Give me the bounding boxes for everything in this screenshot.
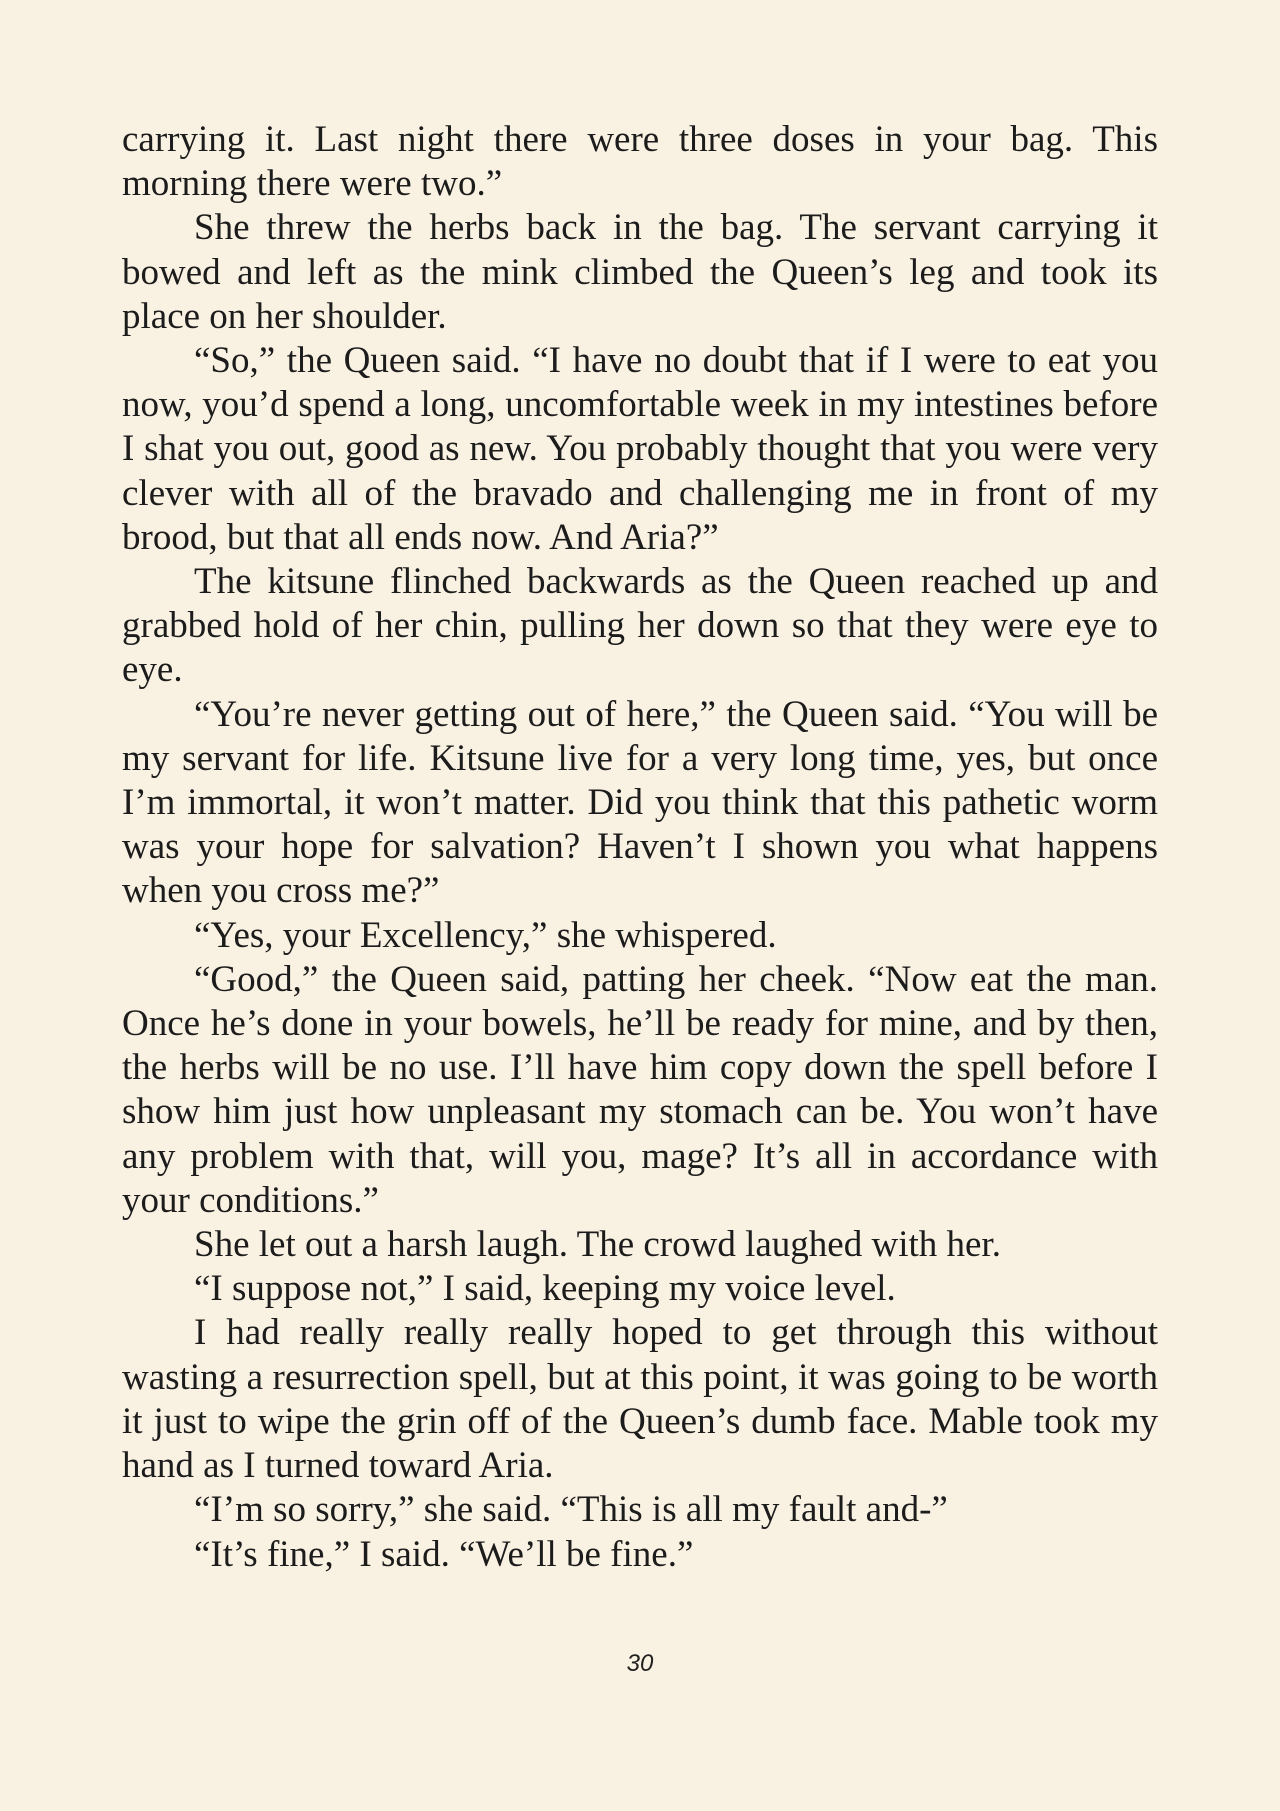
paragraph: carrying it. Last night there were three doses in your bag. This morning there were two.”: [122, 119, 1158, 205]
paragraph: “You’re never getting out of here,” the Queen said. “You will be my servant for life. Kitsune live for a very long time, yes, but once I’m immortal, it won’t matter. Did you think that this pathetic worm was your hope for salvation? Haven’t I shown you what happens when you cross me?”: [122, 693, 1158, 912]
paragraph: “I suppose not,” I said, keeping my voice level.: [194, 1268, 896, 1310]
page-body: [122, 118, 1158, 1577]
paragraph: “I’m so sorry,” she said. “This is all my fault and-”: [194, 1489, 948, 1531]
paragraph: “So,” the Queen said. “I have no doubt that if I were to eat you now, you’d spend a long, uncomfortable week in my intestines before I shat you out, good as new. You probably thought that you were very clever with all of the bravado and challenging me in front of my brood, but that all ends now. And Aria?”: [122, 340, 1158, 558]
paragraph: “Yes, your Excellency,” she whispered.: [194, 914, 777, 956]
paragraph: I had really really really hoped to get through this without wasting a resurrection spell, but at this point, it was going to be worth it just to wipe the grin off of the Queen’s dumb face. Mable took my hand as I turned toward Aria.: [122, 1312, 1158, 1487]
page-number: 30: [626, 1650, 654, 1677]
paragraph: “It’s fine,” I said. “We’ll be fine.”: [194, 1533, 694, 1575]
paragraph: The kitsune flinched backwards as the Queen reached up and grabbed hold of her chin, pulling her down so that they were eye to eye.: [122, 561, 1158, 691]
paragraph: “Good,” the Queen said, patting her cheek. “Now eat the man. Once he’s done in your bowels, he’ll be ready for mine, and by then, the herbs will be no use. I’ll have him copy down the spell before I show him just how unpleasant my stomach can be. You won’t have any problem with that, will you, mage? It’s all in accordance with your conditions.”: [122, 958, 1158, 1221]
paragraph: She threw the herbs back in the bag. The servant carrying it bowed and left as the mink climbed the Queen’s leg and took its place on her shoulder.: [122, 207, 1158, 337]
paragraph: She let out a harsh laugh. The crowd laughed with her.: [194, 1224, 1001, 1266]
